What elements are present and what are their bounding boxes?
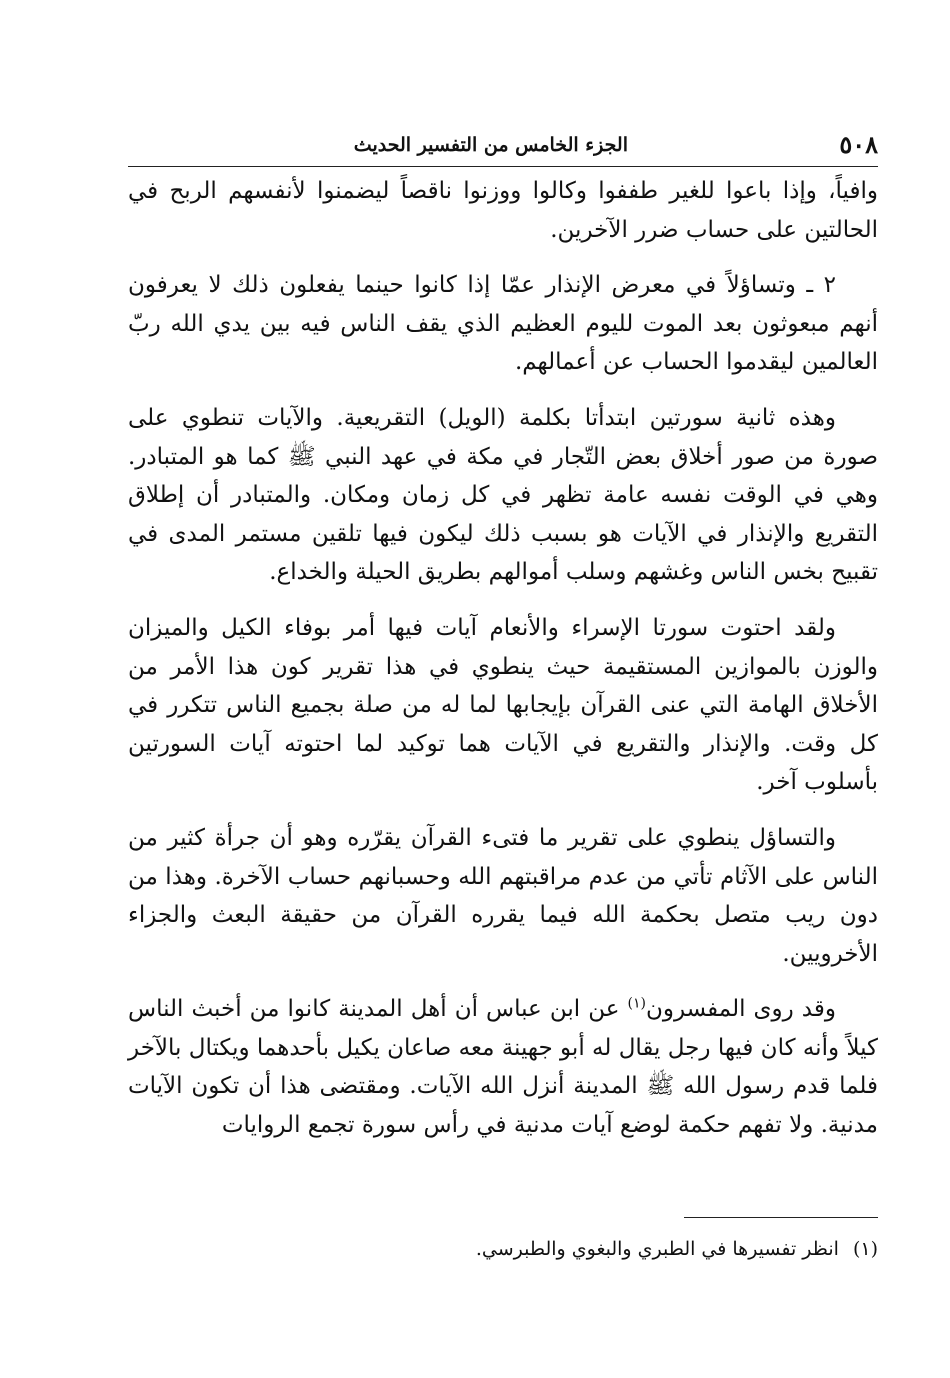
footnote-text: انظر تفسيرها في الطبري والبغوي والطبرسي. <box>475 1238 839 1260</box>
footnote-marker: (١) <box>627 995 646 1012</box>
paragraph: ولقد احتوت سورتا الإسراء والأنعام آيات فيها أمر بوفاء الكيل والميزان والوزن بالموازين المستقيمة حيث ينطوي في هذا تقرير كون هذا الأمر من الأخلاق الهامة التي عنى القرآن بإيجابها لما له من صلة بجميع الناس تتكرر في كل وقت. والإنذار والتقريع في الآيات هما توكيد لما احتوته آيات السورتين بأسلوب آخر. <box>128 614 878 796</box>
paragraph-text: عن ابن عباس أن أهل المدينة كانوا من أخبث الناس كيلاً وأنه كان فيها رجل يقال له أبو جهينة معه صاعان يكيل بأحدهما ويكتال بالآخر فلما قدم رسول الله ﷺ المدينة أنزل الله الآيات. ومقتضى هذا أن تكون الآيات مدنية. ولا تفهم حكمة لوضع آيات مدنية في رأس سورة تجمع الروايات <box>128 996 878 1139</box>
paragraph: وافياً، وإذا باعوا للغير طففوا وكالوا ووزنوا ناقصاً ليضمنوا لأنفسهم الربح في الحالتين على حساب ضرر الآخرين. <box>128 178 878 243</box>
page-header <box>128 128 878 167</box>
body-text <box>128 172 878 1162</box>
paragraph: وهذه ثانية سورتين ابتدأتا بكلمة (الويل) التقريعية. والآيات تنطوي على صورة من صور أخلاق بعض التّجار في مكة في عهد النبي ﷺ كما هو المتبادر. وهي في الوقت نفسه عامة تظهر في كل زمان ومكان. والمتبادر أن إطلاق التقريع والإنذار في الآيات هو بسبب ذلك ليكون فيها تلقين مستمر المدى في تقبيح بخس الناس وغشهم وسلب أموالهم بطريق الحيلة والخداع. <box>128 404 878 586</box>
footnote-separator <box>684 1217 878 1218</box>
footnote <box>128 1234 878 1264</box>
paragraph: ٢ ـ وتساؤلاً في معرض الإنذار عمّا إذا كانوا حينما يفعلون ذلك لا يعرفون أنهم مبعوثون بعد الموت لليوم العظيم الذي يقف الناس فيه بين يدي الله ربّ العالمين ليقدموا الحساب عن أعمالهم. <box>128 272 878 376</box>
paragraph: والتساؤل ينطوي على تقرير ما فتىء القرآن يقرّره وهو أن جرأة كثير من الناس على الآثام تأتي من عدم مراقبتهم الله وحسبانهم حساب الآخرة. وهذا من دون ريب متصل بحكمة الله فيما يقرره القرآن من حقيقة البعث والجزاء الأخرويين. <box>128 824 878 967</box>
running-title: الجزء الخامس من التفسير الحديث <box>353 134 628 156</box>
page-number: ٥٠٨ <box>839 130 878 159</box>
paragraph-text: وقد روى المفسرون <box>645 996 836 1023</box>
paragraph <box>128 990 878 1144</box>
footnote-number: (١) <box>852 1238 878 1260</box>
